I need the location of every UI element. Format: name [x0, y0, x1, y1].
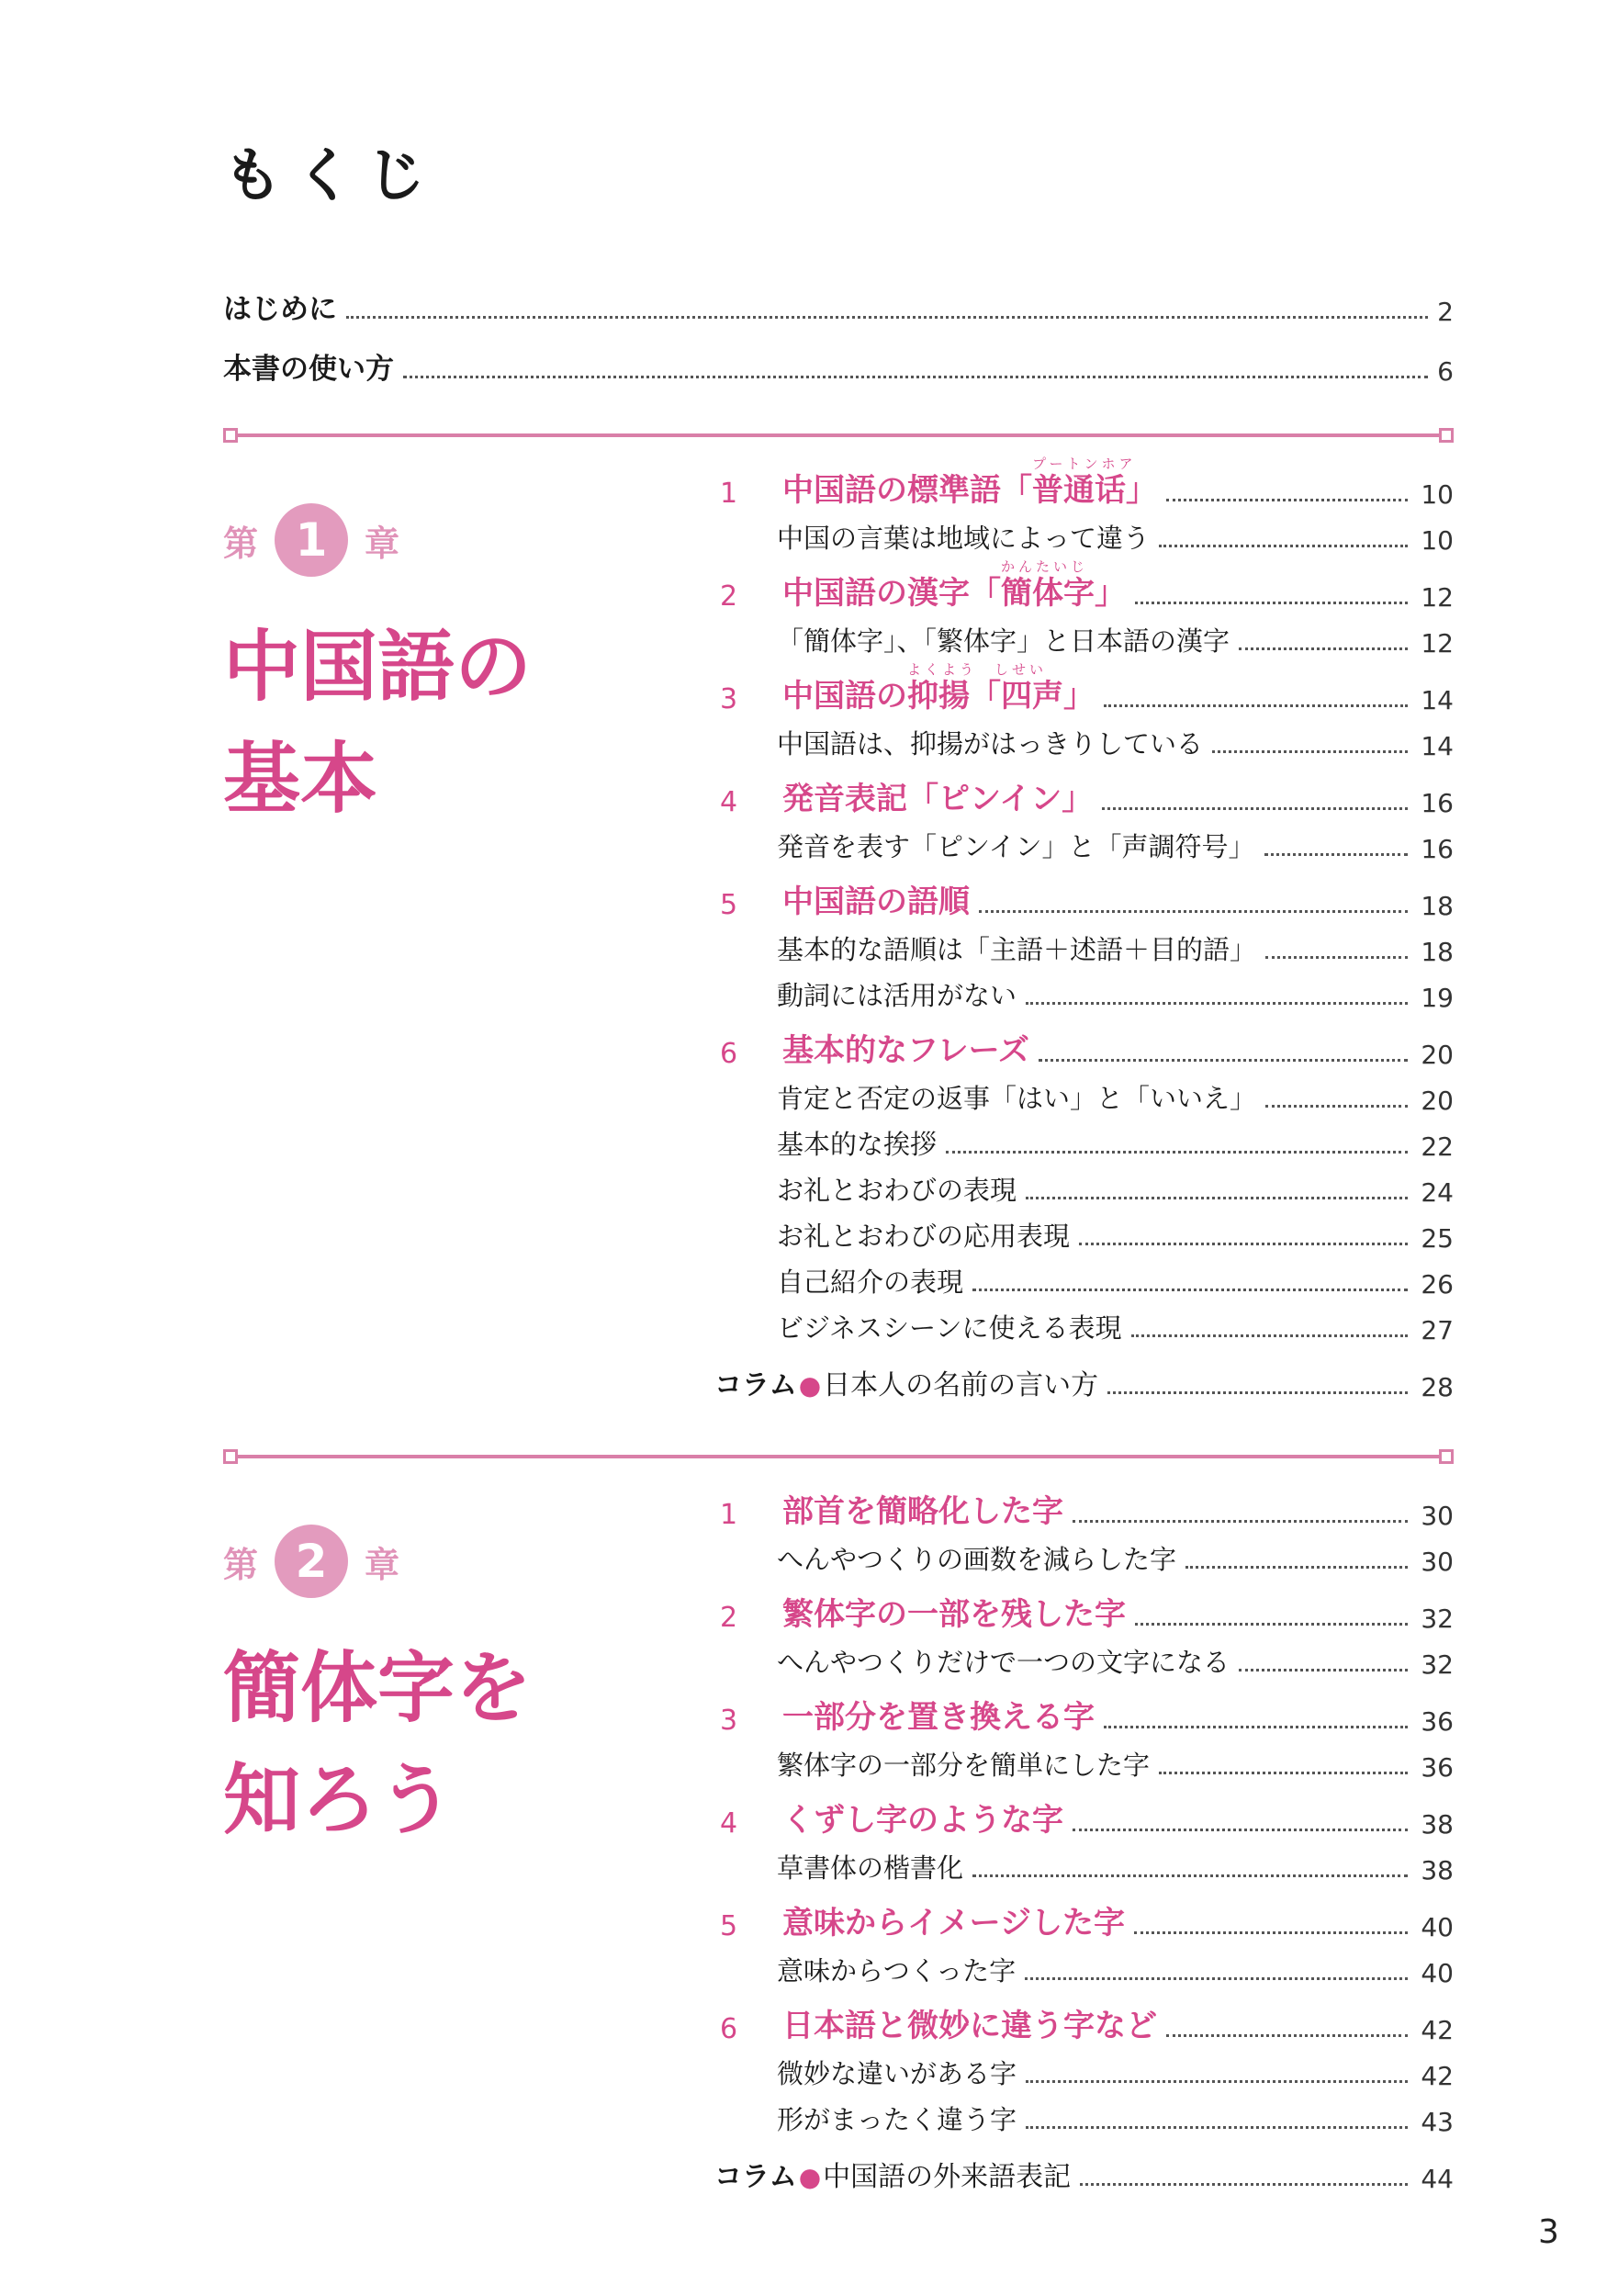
section-title — [782, 1795, 1063, 1840]
leader-dots — [1039, 1058, 1408, 1062]
section-page: 32 — [1421, 1604, 1454, 1634]
subsection-title: 自己紹介の表現 — [777, 1266, 964, 1298]
section-title-text: 意味からイメージした字 — [782, 1905, 1125, 1941]
subsection-page: 42 — [1421, 2061, 1454, 2091]
section-number: 3 — [720, 1705, 738, 1737]
section-title — [782, 661, 1095, 715]
section-title — [782, 773, 1093, 818]
section-title-close: 」 — [1095, 575, 1126, 612]
chapter-title-line: 中国語の — [223, 622, 533, 712]
subsection-title: 繁体字の一部分を簡単にした字 — [777, 1750, 1151, 1781]
section-page: 10 — [1421, 479, 1454, 510]
section-page: 36 — [1421, 1706, 1454, 1737]
subsection-title: お礼とおわびの応用表現 — [777, 1221, 1071, 1252]
chapter-suffix: 章 — [365, 1544, 400, 1585]
leader-dots — [1212, 749, 1408, 753]
leader-dots — [979, 909, 1408, 913]
section-number: 2 — [720, 580, 738, 613]
subsection-title: お礼とおわびの表現 — [777, 1175, 1017, 1206]
subsection-page: 27 — [1421, 1315, 1454, 1345]
column-title — [714, 1362, 1098, 1402]
toc-entry-label: 本書の使い方 — [223, 353, 394, 386]
section-page: 18 — [1421, 891, 1454, 921]
chapter-divider — [223, 428, 1454, 445]
section-title — [782, 456, 1157, 510]
ruby-word: 抑揚「四声 — [907, 678, 1063, 715]
ruby-base — [1032, 456, 1137, 509]
toc-subsection[interactable] — [714, 967, 1454, 1013]
section-title-text: 基本的なフレーズ — [782, 1032, 1029, 1069]
subsection-title: へんやつくりだけで一つの文字になる — [777, 1647, 1230, 1678]
section-title — [782, 1486, 1063, 1531]
section-number: 1 — [720, 478, 738, 510]
column-text: 日本人の名前の言い方 — [823, 1369, 1099, 1401]
leader-dots — [1107, 1390, 1408, 1394]
section-number: 5 — [720, 1910, 738, 1942]
section-page: 38 — [1421, 1809, 1454, 1840]
toc-entry-howto[interactable] — [223, 346, 1454, 387]
section-number: 2 — [720, 1602, 738, 1634]
section-title — [782, 1897, 1125, 1942]
subsection-page: 30 — [1421, 1547, 1454, 1577]
toc-entry-page: 6 — [1437, 356, 1454, 387]
toc-entry-page: 2 — [1437, 297, 1454, 327]
subsection-title: 中国の言葉は地域によって違う — [777, 523, 1151, 554]
chapter-toc — [714, 1485, 1454, 2194]
toc-subsection[interactable] — [714, 613, 1454, 658]
page-number: 3 — [1538, 2213, 1559, 2251]
column-marker-icon: ● — [798, 2162, 822, 2192]
section-title-text: 中国語の漢字「 — [782, 575, 1001, 612]
toc-subsection[interactable] — [714, 1942, 1454, 1988]
leader-dots — [1025, 1976, 1408, 1980]
section-number: 1 — [720, 1499, 738, 1531]
leader-dots — [1264, 852, 1408, 856]
section-title — [782, 1692, 1095, 1737]
subsection-page: 18 — [1421, 937, 1454, 967]
subsection-page: 12 — [1421, 628, 1454, 658]
section-title-text: 日本語と微妙に違う字など — [782, 2008, 1157, 2044]
page-title: もくじ — [223, 142, 438, 210]
section-page: 12 — [1421, 582, 1454, 613]
section-title — [782, 876, 970, 921]
toc-subsection[interactable] — [714, 2045, 1454, 2091]
leader-dots — [1080, 2182, 1408, 2186]
subsection-page: 36 — [1421, 1752, 1454, 1783]
subsection-page: 10 — [1421, 525, 1454, 556]
leader-dots — [346, 315, 1428, 319]
section-title-text: 発音表記「ピンイン」 — [782, 781, 1094, 817]
ruby-reading: かんたいじ — [1001, 558, 1089, 575]
ruby-reading: よくよう しせい — [907, 661, 1048, 678]
subsection-title: 微妙な違いがある字 — [777, 2058, 1017, 2089]
section-title-close: 」 — [1126, 472, 1157, 509]
section-number: 6 — [720, 1038, 738, 1070]
section-page: 16 — [1421, 788, 1454, 818]
leader-dots — [1239, 1668, 1408, 1671]
leader-dots — [1102, 806, 1408, 810]
toc-section[interactable] — [714, 661, 1454, 715]
toc-entry-label: はじめに — [223, 293, 337, 326]
leader-dots — [1135, 601, 1408, 604]
ruby-base — [1001, 558, 1095, 612]
chapter-prefix: 第 — [223, 523, 259, 564]
subsection-title: 肯定と否定の返事「はい」と「いいえ」 — [777, 1083, 1257, 1114]
subsection-page: 26 — [1421, 1269, 1454, 1300]
section-page: 14 — [1421, 685, 1454, 715]
subsection-title: 意味からつくった字 — [777, 1955, 1017, 1986]
leader-dots — [972, 1874, 1408, 1877]
chapter-heading — [223, 503, 399, 577]
toc-section[interactable] — [714, 772, 1454, 818]
subsection-page: 24 — [1421, 1177, 1454, 1208]
leader-dots — [1026, 1196, 1408, 1199]
section-page: 30 — [1421, 1501, 1454, 1531]
toc-subsection[interactable] — [714, 818, 1454, 864]
toc-section[interactable] — [714, 456, 1454, 510]
leader-dots — [1131, 1334, 1408, 1337]
section-number: 4 — [720, 786, 738, 818]
toc-entry-intro[interactable] — [223, 287, 1454, 327]
section-title-text: 部首を簡略化した字 — [782, 1493, 1063, 1530]
leader-dots — [1073, 1828, 1408, 1831]
column-page: 28 — [1421, 1372, 1454, 1402]
section-title — [782, 1589, 1126, 1634]
toc-subsection[interactable] — [714, 1840, 1454, 1885]
toc-subsection[interactable] — [714, 715, 1454, 761]
subsection-page: 38 — [1421, 1855, 1454, 1885]
toc-section[interactable] — [714, 1794, 1454, 1840]
leader-dots — [1135, 1622, 1408, 1626]
section-number: 6 — [720, 2013, 738, 2045]
toc-subsection[interactable] — [714, 2091, 1454, 2137]
toc-section[interactable] — [714, 1691, 1454, 1737]
leader-dots — [1265, 1104, 1408, 1108]
chapter-title-line: 基本 — [223, 734, 378, 824]
column-label: コラム — [714, 2161, 797, 2193]
subsection-page: 22 — [1421, 1131, 1454, 1162]
chapter-number-badge: 2 — [275, 1525, 348, 1598]
section-title-text: くずし字のような字 — [782, 1802, 1063, 1839]
leader-dots — [1073, 1519, 1408, 1523]
subsection-page: 19 — [1421, 983, 1454, 1013]
section-title-text: 中国語の語順 — [782, 884, 970, 920]
column-title — [714, 2154, 1071, 2194]
column-text: 中国語の外来語表記 — [823, 2161, 1072, 2193]
leader-dots — [1185, 1565, 1408, 1569]
leader-dots — [1159, 1771, 1408, 1774]
subsection-title: 基本的な挨拶 — [777, 1129, 938, 1160]
leader-dots — [1079, 1242, 1408, 1245]
leader-dots — [1166, 2033, 1408, 2037]
leader-dots — [403, 375, 1428, 378]
subsection-page: 32 — [1421, 1649, 1454, 1680]
toc-subsection[interactable] — [714, 1116, 1454, 1162]
leader-dots — [1159, 544, 1408, 547]
section-title — [782, 1025, 1029, 1070]
toc-subsection[interactable] — [714, 1634, 1454, 1680]
leader-dots — [1166, 498, 1408, 501]
leader-dots — [946, 1150, 1408, 1154]
chapter-title — [223, 1632, 532, 1856]
subsection-page: 43 — [1421, 2107, 1454, 2137]
chapter-toc — [714, 456, 1454, 1402]
toc-subsection[interactable] — [714, 510, 1454, 556]
toc-column[interactable] — [714, 2148, 1454, 2194]
leader-dots — [1239, 647, 1408, 650]
subsection-title: 動詞には活用がない — [777, 980, 1017, 1011]
chapter-number-badge: 1 — [275, 503, 348, 577]
toc-section[interactable] — [714, 1999, 1454, 2045]
ruby-base — [907, 661, 1063, 715]
column-label: コラム — [714, 1369, 797, 1401]
subsection-page: 14 — [1421, 731, 1454, 761]
section-title-close: 」 — [1063, 678, 1095, 715]
toc-subsection[interactable] — [714, 1070, 1454, 1116]
ruby-word: 簡体字 — [1001, 575, 1095, 612]
toc-column[interactable] — [714, 1356, 1454, 1402]
toc-section[interactable] — [714, 875, 1454, 921]
section-number: 4 — [720, 1807, 738, 1840]
section-number: 5 — [720, 889, 738, 921]
subsection-title: 発音を表す「ピンイン」と「声調符号」 — [777, 831, 1255, 862]
chapter-title-line: 知ろう — [223, 1755, 455, 1845]
subsection-title: 草書体の楷書化 — [777, 1852, 964, 1884]
toc-subsection[interactable] — [714, 1254, 1454, 1300]
chapter-prefix: 第 — [223, 1544, 259, 1585]
section-title-text: 中国語の — [782, 678, 907, 715]
toc-subsection[interactable] — [714, 1737, 1454, 1783]
leader-dots — [1026, 2079, 1408, 2083]
section-title — [782, 558, 1126, 613]
section-page: 40 — [1421, 1912, 1454, 1942]
subsection-title: ビジネスシーンに使える表現 — [777, 1312, 1122, 1344]
section-title-text: 中国語の標準語「 — [782, 472, 1032, 509]
column-marker-icon: ● — [798, 1370, 822, 1401]
subsection-title: 形がまったく違う字 — [777, 2104, 1017, 2135]
section-number: 3 — [720, 683, 738, 715]
section-title-text: 一部分を置き換える字 — [782, 1699, 1095, 1736]
subsection-title: 「簡体字」、「繁体字」と日本語の漢字 — [777, 625, 1230, 657]
leader-dots — [1026, 2125, 1408, 2129]
column-page: 44 — [1421, 2164, 1454, 2194]
section-title-text: 繁体字の一部を残した字 — [782, 1596, 1126, 1633]
section-title — [782, 2000, 1157, 2045]
subsection-page: 40 — [1421, 1958, 1454, 1988]
leader-dots — [972, 1288, 1408, 1291]
toc-section[interactable] — [714, 1588, 1454, 1634]
toc-subsection[interactable] — [714, 1300, 1454, 1345]
toc-section[interactable] — [714, 1024, 1454, 1070]
toc-subsection[interactable] — [714, 1531, 1454, 1577]
chapter-title — [223, 611, 532, 835]
subsection-page: 16 — [1421, 834, 1454, 864]
chapter-heading — [223, 1525, 399, 1598]
subsection-title: 中国語は、抑揚がはっきりしている — [777, 728, 1204, 760]
chapter-suffix: 章 — [365, 523, 400, 564]
leader-dots — [1104, 1725, 1408, 1728]
subsection-title: 基本的な語順は「主語＋述語＋目的語」 — [777, 934, 1257, 965]
toc-section[interactable] — [714, 1485, 1454, 1531]
toc-subsection[interactable] — [714, 1208, 1454, 1254]
ruby-reading: プートンホア — [1032, 456, 1137, 472]
leader-dots — [1026, 1001, 1408, 1005]
section-page: 20 — [1421, 1040, 1454, 1070]
toc-section[interactable] — [714, 1896, 1454, 1942]
leader-dots — [1265, 955, 1408, 959]
toc-subsection[interactable] — [714, 921, 1454, 967]
leader-dots — [1104, 703, 1408, 707]
subsection-page: 25 — [1421, 1223, 1454, 1254]
leader-dots — [1134, 1930, 1408, 1934]
subsection-title: へんやつくりの画数を減らした字 — [777, 1544, 1177, 1575]
ruby-word: 普通话 — [1032, 472, 1126, 509]
toc-subsection[interactable] — [714, 1162, 1454, 1208]
section-page: 42 — [1421, 2015, 1454, 2045]
chapter-title-line: 簡体字を — [223, 1643, 533, 1733]
chapter-divider — [223, 1449, 1454, 1466]
toc-section[interactable] — [714, 558, 1454, 613]
subsection-page: 20 — [1421, 1086, 1454, 1116]
